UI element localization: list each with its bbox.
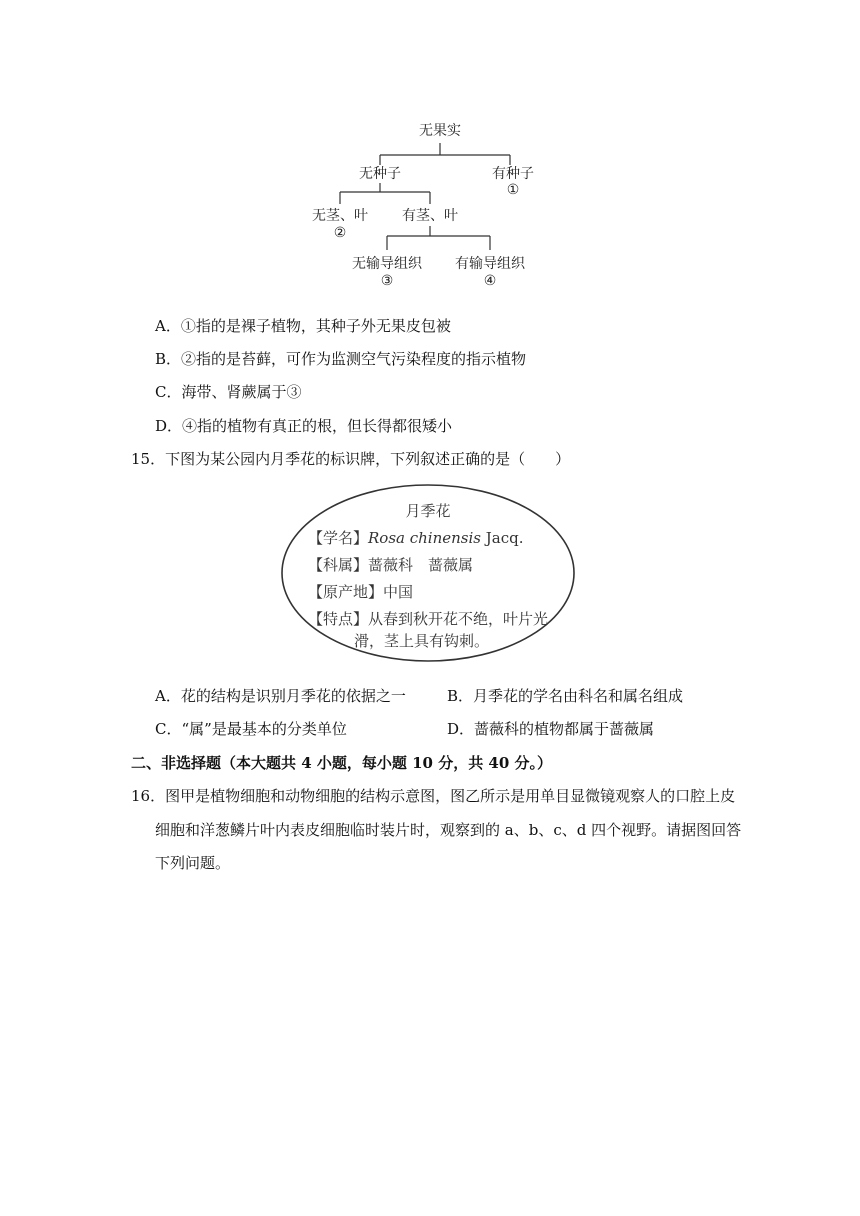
tree-node-no-stem-leaf: 无茎、叶 <box>312 208 368 224</box>
q16-line-3: 下列问题。 <box>155 854 231 872</box>
tree-node-no-seed: 无种子 <box>359 166 401 182</box>
card-line-scientific-name: 【学名】Rosa chinensis Jacq. <box>308 529 524 547</box>
q14-option-d: D．④指的植物有真正的根，但长得都很矮小 <box>155 417 453 435</box>
q16-line-1: 16．图甲是植物细胞和动物细胞的结构示意图，图乙所示是用单目显微镜观察人的口腔上皮 <box>131 787 736 805</box>
section-2-heading: 二、非选择题（本大题共 4 小题，每小题 10 分，共 40 分。） <box>131 754 553 772</box>
tree-node-no-vascular: 无输导组织 <box>352 256 422 272</box>
q16-line-2: 细胞和洋葱鳞片叶内表皮细胞临时装片时，观察到的 a、b、c、d 四个视野。请据图回答 <box>155 821 742 839</box>
q14-option-b: B．②指的是苔藓，可作为监测空气污染程度的指示植物 <box>155 350 527 368</box>
q15-option-d: D．蔷薇科的植物都属于蔷薇属 <box>447 720 655 738</box>
card-line-origin: 【原产地】中国 <box>308 583 414 601</box>
tree-node-root: 无果实 <box>419 123 461 139</box>
q14-option-c: C．海带、肾蕨属于③ <box>155 383 302 401</box>
rose-label-card <box>278 482 578 666</box>
card-title: 月季花 <box>405 502 451 520</box>
q15-option-a: A．花的结构是识别月季花的依据之一 <box>155 687 406 705</box>
q15-stem: 15．下图为某公园内月季花的标识牌，下列叙述正确的是（ ） <box>131 450 571 468</box>
tree-mark-1: ① <box>506 182 520 198</box>
tree-mark-4: ④ <box>483 273 497 289</box>
tree-node-has-stem-leaf: 有茎、叶 <box>402 208 458 224</box>
q15-option-b: B．月季花的学名由科名和属名组成 <box>447 687 684 705</box>
card-line-features: 【特点】从春到秋开花不绝，叶片光 <box>308 610 549 628</box>
card-line-features-cont: 滑，茎上具有钩刺。 <box>354 632 490 650</box>
tree-mark-3: ③ <box>380 273 394 289</box>
q15-option-c: C．“属”是最基本的分类单位 <box>155 720 347 738</box>
tree-node-has-vascular: 有输导组织 <box>455 256 525 272</box>
card-line-family-genus: 【科属】蔷薇科 蔷薇属 <box>308 556 474 574</box>
q14-option-a: A．①指的是裸子植物，其种子外无果皮包被 <box>155 317 451 335</box>
tree-node-has-seed: 有种子 <box>492 166 534 182</box>
classification-tree-diagram <box>300 110 560 290</box>
tree-mark-2: ② <box>333 225 347 241</box>
